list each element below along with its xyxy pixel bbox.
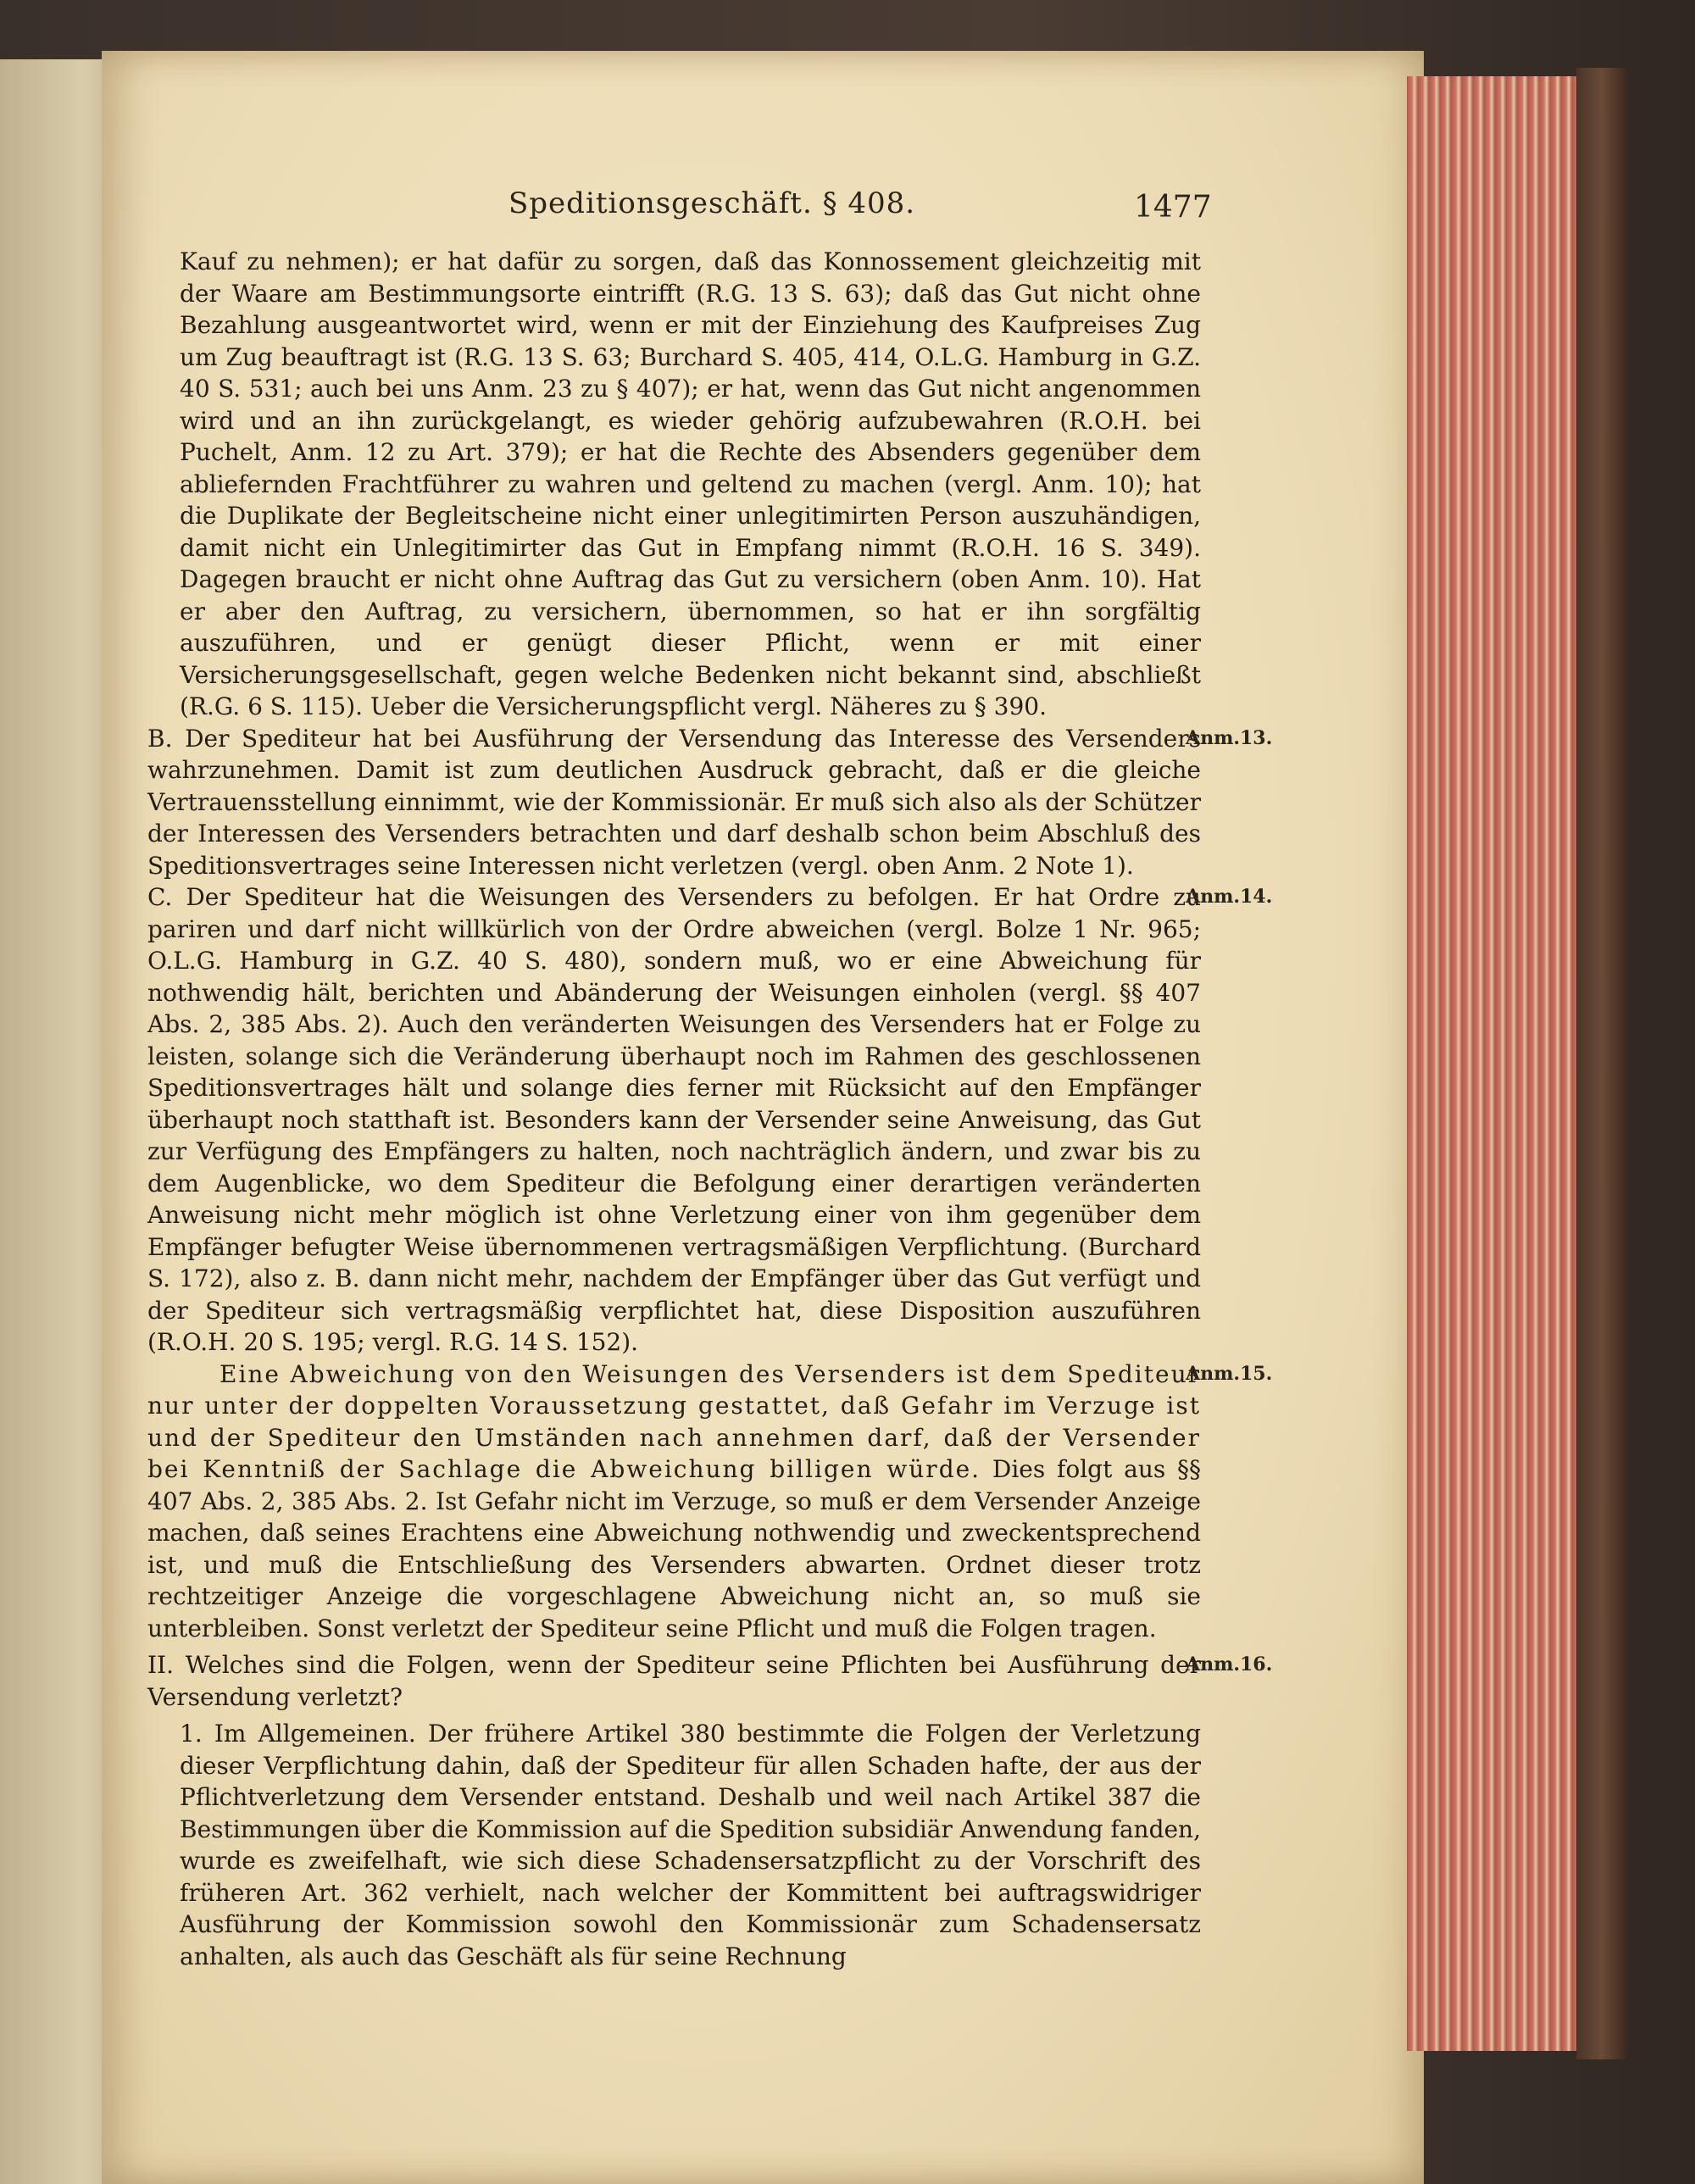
margin-note-anm14: Anm.14.	[1186, 886, 1273, 908]
book-cover-edge	[1576, 68, 1627, 2059]
continuation-text: Kauf zu nehmen); er hat dafür zu sorgen, daß das Konnossement gleichzeitig mit der Waare am Bestimmungsorte eintrifft (R.G. 13 S. 63); daß das Gut nicht ohne Bezahlung ausgeantwortet wird, wenn er mit der Einziehung des Kaufpreises Zug um Zug beauftragt ist (R.G. 13 S. 63; Burchard S. 405, 414, O.L.G. Hamburg in G.Z. 40 S. 531; auch bei uns Anm. 23 zu § 407); er hat, wenn das Gut nicht angenommen wird und an ihn zurückgelangt, es wieder gehörig aufzubewahren (R.O.H. bei Puchelt, Anm. 12 zu Art. 379); er hat die Rechte des Absenders gegenüber dem abliefernden Frachtführer zu wahren und geltend zu machen (vergl. Anm. 10); hat die Duplikate der Begleitscheine nicht einer unlegitimirten Person auszuhändigen, damit nicht ein Unlegitimirter das Gut in Empfang nimmt (R.O.H. 16 S. 349). Dagegen braucht er nicht ohne Auftrag das Gut zu versichern (oben Anm. 10). Hat er aber den Auftrag, zu versichern, übernommen, so hat er ihn sorgfältig auszuführen, und er genügt dieser Pflicht, wenn er mit einer Versicherungsgesellschaft, gegen welche Bedenken nicht bekannt sind, abschließt (R.G. 6 S. 115). Ueber die Versicherungspflicht vergl. Näheres zu § 390.	[180, 247, 1201, 720]
item-1-label: 1.	[180, 1720, 203, 1748]
item-1-text: Der frühere Artikel 380 bestimmte die Folgen der Verletzung dieser Verpflichtung dahin, daß der Spediteur für allen Schaden hafte, der aus der Pflichtverletzung dem Versender entstand. Deshalb und weil nach Artikel 387 die Bestimmungen über die Kommission auf die Spedition subsidiär Anwendung fanden, wurde es zweifelhaft, wie sich diese Schadensersatzpflicht zu der Vorschrift des früheren Art. 362 verhielt, nach welcher der Kommittent bei auftragswidriger Ausführung der Kommission sowohl den Kommissionär zum Schadensersatz anhalten, als auch das Geschäft als für seine Rechnung	[180, 1720, 1202, 1970]
margin-note-anm15: Anm.15.	[1186, 1362, 1273, 1385]
section-ii-lead: Welches sind die Folgen, wenn der Spediteur seine Pflichten bei Ausführung der Versendung verletzt?	[147, 1651, 1201, 1711]
page-header	[0, 186, 1695, 229]
section-b-label: B.	[147, 724, 173, 753]
facing-page-edge	[0, 59, 119, 2184]
margin-note-anm16: Anm.16.	[1186, 1653, 1273, 1676]
section-c-label: C.	[147, 883, 173, 911]
section-ii	[147, 1649, 1273, 1713]
page-number: 1477	[1134, 190, 1212, 225]
running-title: Speditionsgeschäft. § 408.	[508, 186, 916, 220]
continuation-paragraph	[180, 246, 1201, 723]
section-b	[147, 723, 1273, 882]
page-block-edges	[1407, 76, 1576, 2051]
section-ii-label: II.	[147, 1651, 175, 1679]
paragraph-anm15	[147, 1359, 1273, 1645]
section-c-text: Er hat Ordre zu pariren und darf nicht willkürlich von der Ordre abweichen (vergl. Bolze 1 Nr. 965; O.L.G. Hamburg in G.Z. 40 S. 480), sondern muß, wo er eine Abweichung für nothwendig hält, berichten und Abänderung der Weisungen einholen (vergl. §§ 407 Abs. 2, 385 Abs. 2). Auch den veränderten Weisungen des Versenders hat er Folge zu leisten, solange sich die Veränderung überhaupt noch im Rahmen des geschlossenen Speditionsvertrages hält und solange dies ferner mit Rücksicht auf den Empfänger überhaupt noch statthaft ist. Besonders kann der Versender seine Anweisung, das Gut zur Verfügung des Empfängers zu halten, noch nachträglich ändern, und zwar bis zu dem Augenblicke, wo dem Spediteur die Befolgung einer derartigen veränderten Anweisung nicht mehr möglich ist ohne Verletzung einer von ihm gegenüber dem Empfänger befugter Weise übernommenen vertragsmäßigen Verpflichtung. (Burchard S. 172), also z. B. dann nicht mehr, nachdem der Empfänger über das Gut verfügt und der Spediteur sich vertragsmäßig verpflichtet hat, diese Disposition auszuführen (R.O.H. 20 S. 195; vergl. R.G. 14 S. 152).	[147, 883, 1202, 1356]
section-b-lead: Der Spediteur hat bei Ausführung der Versendung das Interesse des Versenders wahrzunehmen.	[147, 724, 1201, 784]
section-c	[147, 881, 1273, 1359]
margin-note-anm13: Anm.13.	[1186, 726, 1273, 749]
paragraph-anm15-spaced: Eine Abweichung von den Weisungen des Versenders ist dem Spediteur nur unter der doppelten Voraussetzung gestattet, daß Gefahr im Verzuge ist und der Spediteur den Umständen nach annehmen darf, daß der Versender bei Kenntniß der Sachlage die Abweichung billigen würde.	[147, 1359, 1201, 1483]
section-b-text: Damit ist zum deutlichen Ausdruck gebracht, daß er die gleiche Vertrauensstellung einnimmt, wie der Kommissionär. Er muß sich also als der Schützer der Interessen des Versenders betrachten und darf deshalb schon beim Abschluß des Speditionsvertrages seine Interessen nicht verletzen (vergl. oben Anm. 2 Note 1).	[147, 756, 1201, 880]
section-c-lead: Der Spediteur hat die Weisungen des Versenders zu befolgen.	[186, 883, 981, 911]
item-1-lead: Im Allgemeinen.	[214, 1720, 416, 1748]
paragraph-anm15-text: Dies folgt aus §§ 407 Abs. 2, 385 Abs. 2. Ist Gefahr nicht im Verzuge, so muß er dem Versender Anzeige machen, daß seines Erachtens eine Abweichung nothwendig und zweckentsprechend ist, und muß die Entschließung des Versenders abwarten. Ordnet dieser trotz rechtzeitiger Anzeige die vorgeschlagene Abweichung nicht an, so muß sie unterbleiben. Sonst verletzt der Spediteur seine Pflicht und muß die Folgen tragen.	[147, 1455, 1201, 1642]
item-1	[180, 1718, 1201, 1972]
page-body	[147, 246, 1273, 1972]
